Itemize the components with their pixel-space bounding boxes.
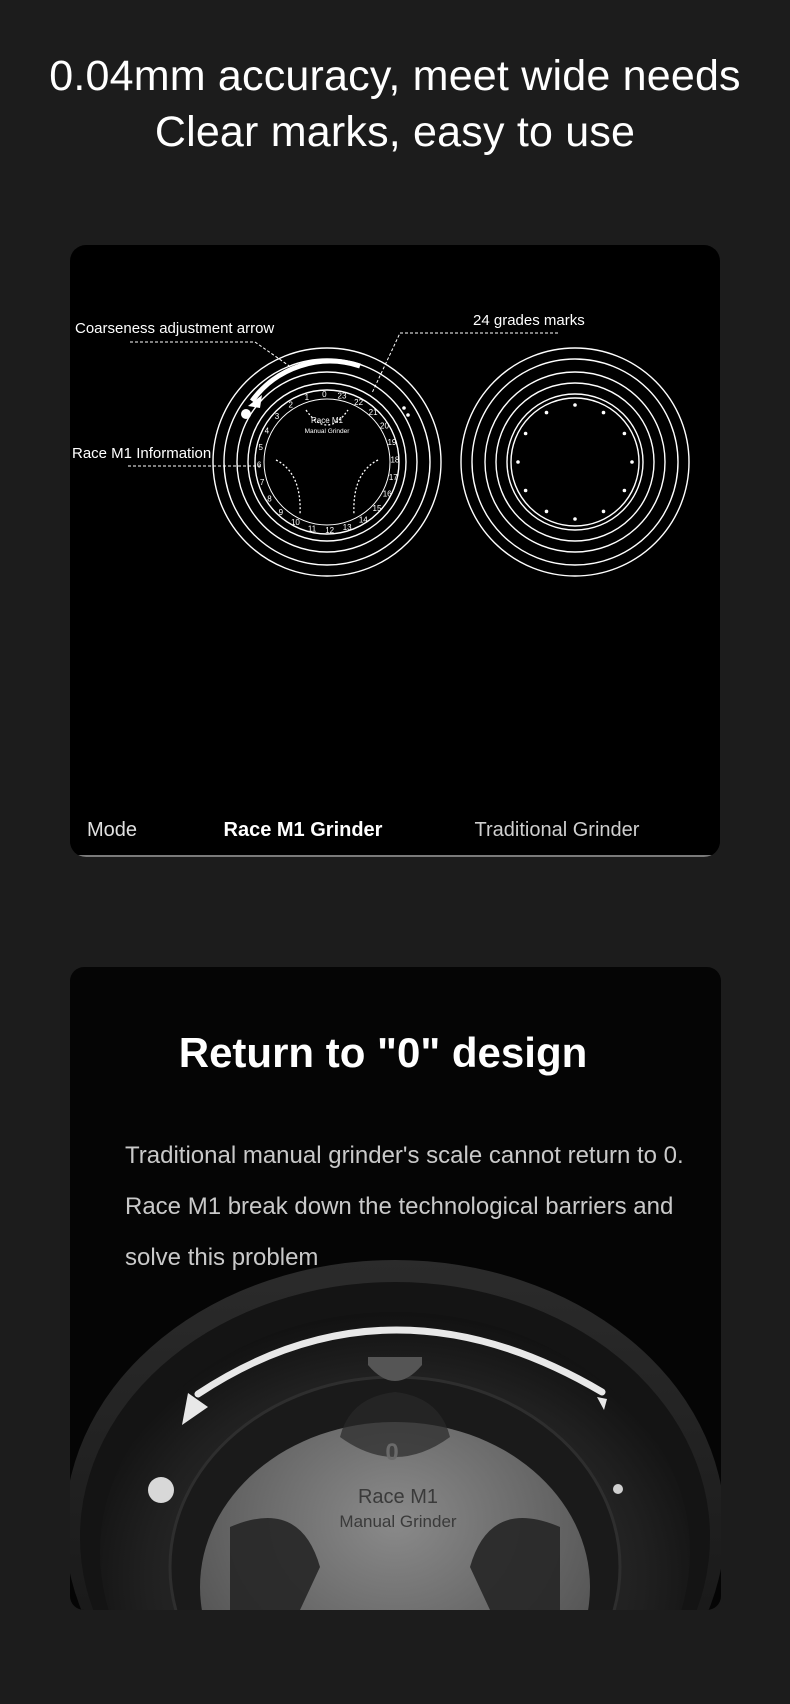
table-header-row — [70, 805, 720, 855]
return-zero-title: Return to "0" design — [178, 1029, 588, 1076]
hero-indicator-dot — [148, 1477, 174, 1503]
dial-number: 11 — [307, 524, 317, 534]
dial-number: 16 — [382, 489, 392, 499]
grade-dot — [545, 411, 549, 415]
grade-dot — [524, 432, 528, 436]
dial-number: 18 — [390, 455, 400, 465]
dial-subtitle: Manual Grinder — [304, 428, 350, 435]
dial-number: 4 — [264, 426, 270, 436]
dial-number: 6 — [256, 460, 262, 470]
grade-dot — [524, 489, 528, 493]
callout-24-grades-marks: 24 grades marks — [473, 312, 585, 329]
desc-line-1: Traditional manual grinder's scale cannot return to 0. — [125, 1142, 684, 1169]
grade-dot — [516, 460, 520, 464]
dial-number: 1 — [304, 393, 310, 403]
dial-brand: Race M1 — [310, 416, 344, 425]
traditional-dot-marks — [516, 403, 634, 521]
hero-zero-mark: 0 — [385, 1439, 399, 1466]
dial-number: 15 — [372, 504, 382, 514]
dial-number: 20 — [380, 421, 389, 431]
dial-number: 17 — [388, 473, 398, 482]
dial-number: 2 — [288, 400, 293, 410]
hero-brand: Race M1 — [357, 1486, 439, 1508]
grade-dot — [630, 460, 634, 464]
grade-dot — [602, 411, 606, 415]
headline — [0, 48, 790, 160]
grade-dot — [623, 489, 627, 493]
desc-line-3: solve this problem — [125, 1244, 319, 1271]
dial-number: 3 — [274, 411, 280, 421]
desc-line-2: Race M1 break down the technological barriers and — [125, 1193, 674, 1220]
race-m1-dial — [213, 348, 441, 576]
headline-line-2: Clear marks, easy to use — [154, 108, 636, 156]
return-zero-card — [70, 967, 721, 1610]
dial-diagram — [70, 245, 720, 857]
dial-number: 22 — [354, 397, 364, 407]
dial-number: 0 — [322, 390, 327, 400]
table-row — [70, 855, 720, 857]
callout-coarseness-arrow: Coarseness adjustment arrow — [75, 320, 275, 337]
grade-dot — [545, 510, 549, 514]
dial-number: 7 — [259, 478, 265, 488]
traditional-dial — [461, 348, 689, 576]
grade-dot — [573, 403, 577, 407]
header-race-m1: Race M1 Grinder — [223, 819, 383, 841]
dial-number: 14 — [358, 515, 368, 525]
grade-dot — [573, 517, 577, 521]
dial-number: 21 — [368, 408, 378, 417]
headline-line-1: 0.04mm accuracy, meet wide needs — [49, 52, 741, 100]
cell-m1 — [190, 855, 416, 857]
callout-line-arrow — [130, 342, 295, 370]
hero-subtitle: Manual Grinder — [339, 1512, 457, 1531]
dial-number: 19 — [387, 437, 397, 447]
dial-number: 9 — [278, 508, 284, 517]
return-zero-description — [125, 1130, 695, 1283]
dial-number: 23 — [337, 391, 347, 401]
dial-number: 5 — [258, 443, 263, 452]
dial-number: 12 — [325, 525, 335, 535]
header-mode: Mode — [87, 819, 138, 841]
cell-traditional — [442, 855, 672, 857]
callout-race-m1-information: Race M1 Information — [72, 445, 212, 462]
header-traditional: Traditional Grinder — [474, 819, 640, 841]
grade-dot — [602, 510, 606, 514]
comparison-card — [70, 245, 720, 857]
dial-number: 10 — [290, 518, 300, 528]
grade-dot — [623, 432, 627, 436]
dial-number: 13 — [342, 522, 352, 532]
dial-number: 8 — [267, 494, 272, 504]
